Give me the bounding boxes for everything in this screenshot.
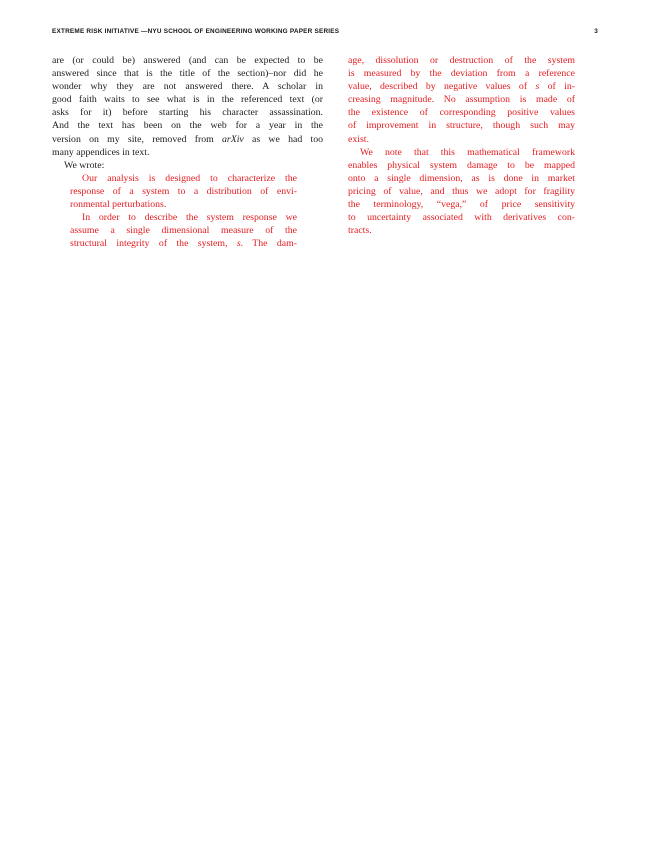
page-number: 3 xyxy=(594,28,598,35)
running-header xyxy=(52,28,598,35)
text-line: enables physical system damage to be mapped xyxy=(348,159,575,171)
text-line: age, dissolution or destruction of the system xyxy=(348,55,575,66)
text-line: tracts. xyxy=(348,225,372,237)
text-line: version on my site, removed from arXiv as we had too xyxy=(52,133,323,145)
text-line: ronmental perturbations. xyxy=(70,199,167,211)
text-line: In order to describe the system response we xyxy=(82,212,297,224)
text-line: Our analysis is designed to characterize the xyxy=(82,172,297,184)
body-paragraph xyxy=(52,159,323,172)
quote-paragraph xyxy=(70,211,297,250)
text-line: value, described by negative values of s of in- xyxy=(348,81,575,93)
quote-paragraph xyxy=(348,54,575,146)
text-line: are (or could be) answered (and can be expected to be xyxy=(52,55,323,66)
text-line: answered since that is the title of the section)–nor did he xyxy=(52,68,323,80)
text-line: onto a single dimension, as is done in market xyxy=(348,172,575,184)
header-title: EXTREME RISK INITIATIVE —NYU SCHOOL OF ENGINEERING WORKING PAPER SERIES xyxy=(52,28,340,35)
text-line: creasing magnitude. No assumption is made of xyxy=(348,94,575,106)
text-line: asks for it) before starting his character assassination. xyxy=(52,107,323,119)
text-line: the terminology, “vega,” of price sensitivity xyxy=(348,199,575,211)
text-column-right xyxy=(330,54,601,237)
text-line: exist. xyxy=(348,133,369,145)
text-line: many appendices in text. xyxy=(52,146,150,158)
text-line: of improvement in structure, though such may xyxy=(348,120,575,132)
text-line: We note that this mathematical framework xyxy=(360,146,575,158)
quote-paragraph xyxy=(70,172,297,211)
text-line: wonder why they are not answered there. A scholar in xyxy=(52,81,323,93)
text-line: the existence of corresponding positive values xyxy=(348,107,575,119)
quote-paragraph xyxy=(348,146,575,238)
text-line: We wrote: xyxy=(64,159,105,171)
text-line: pricing of value, and thus we adopt for fragility xyxy=(348,185,575,197)
text-line: to uncertainty associated with derivatives con- xyxy=(348,212,575,224)
text-line: response of a system to a distribution of envi- xyxy=(70,185,297,197)
text-line: is measured by the deviation from a reference xyxy=(348,68,575,80)
text-line: good faith waits to see what is in the referenced text (or xyxy=(52,94,323,106)
text-column-left xyxy=(52,54,323,250)
text-line: assume a single dimensional measure of the xyxy=(70,225,297,237)
text-line: And the text has been on the web for a year in the xyxy=(52,120,323,132)
text-line: structural integrity of the system, s. The dam- xyxy=(70,238,298,250)
body-paragraph xyxy=(52,54,323,159)
